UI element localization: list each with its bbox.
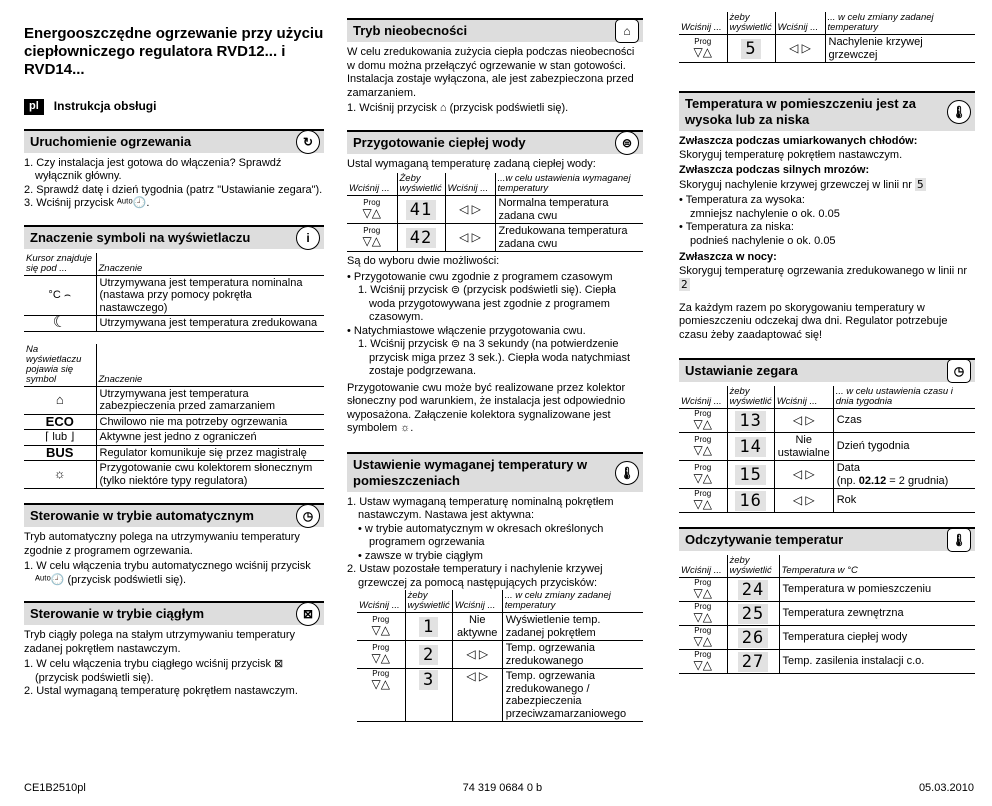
- lcd-display: 13: [735, 411, 765, 431]
- list-item: 1. W celu włączenia trybu ciągłego wciśnij przycisk ⊠ (przycisk podświetli się).: [24, 658, 284, 684]
- dhw-table: Wciśnij ... Żeby wyświetlić Wciśnij ... ...w celu ustawienia wymaganej temperatury Prog ▽△ 41 ◁ ▷ Normalna temperatura zadana cwu Prog ▽△ 42 ◁ ▷ Zredukowana temperatura zadana cwu: [347, 173, 643, 252]
- table-row: Prog ▽△ 2 ◁ ▷ Temp. ogrzewania zredukowanego: [357, 641, 643, 669]
- clock-table: Wciśnij ... żeby wyświetlić Wciśnij ... ... w celu ustawienia czasu i dnia tygodnia Prog ▽△ 13 ◁ ▷ Czas Prog ▽△ 14 Nie ustawialne Dzień tygodnia Prog ▽△ 15 ◁ ▷ Data (np. 02.12 = 2 grudnia) Prog ▽△ 16 ◁ ▷ Rok: [679, 386, 975, 513]
- table-row: Prog ▽△ 13 ◁ ▷ Czas: [679, 409, 975, 433]
- moon-icon: ☾: [24, 316, 96, 332]
- column-1: Energooszczędne ogrzewanie przy użyciu ciepłowniczego regulatora RVD12... i RVD14... pl Instrukcja obsługi Uruchomienie ogrzewania ↻ 1. Czy instalacja jest gotowa do włączenia? Sprawdź wyłącznik główny. 2. Sprawdź datę i dzień tygodnia (patrz "Ustawianie zegara"). 3. Wciśnij przycisk ᴬᵘᵗᵒ🕘. Znaczenie symboli na wyświetlaczu i Kursor znajduje się pod ... Znaczenie °C ⌢ Utrzymywana jest temperatura nominalna (nastawa przy pomocy pokrętła nastawczego) ☾ Utrzymywana jest temperatura zredukowana Na wyświetlaczu pojawia się symbol Znaczenie ⌂ Utrzymywana jest temperatura zabezpieczenia przed zamarzaniem ECO Chwilowo nie ma potrzeby ogrzewania ⌈ lub ⌋ Aktywne jest jedno z ograniczeń BUS Regulator komunikuje się przez magistralę ☼ Przygotowanie cwu kolektorem słonecznym (tylko niektóre typy regulatora) Sterowanie w trybie automatycznym ◷ Tryb automatyczny polega na utrzymywaniu temperatury zgodnie z programem ogrzewania. 1. W celu włączenia trybu automatycznego wciśnij przycisk ᴬᵘᵗᵒ🕘 (przycisk podświetli się). Sterowanie w trybie ciągłym ⊠ Tryb ciągły polega na stałym utrzymywaniu temperatury zadanej pokrętłem nastawczym. 1. W celu włączenia trybu ciągłego wciśnij przycisk ⊠ (przycisk podświetli się). 2. Ustal wymaganą temperaturę pokrętłem nastawczym.: [24, 25, 324, 697]
- clock-icon: ◷: [296, 504, 320, 528]
- lcd-display: 2: [419, 645, 438, 665]
- adjust-buttons-icon: ◁ ▷: [452, 641, 502, 669]
- list-item: 1. W celu włączenia trybu automatycznego wciśnij przycisk ᴬᵘᵗᵒ🕘 (przycisk podświetli się).: [24, 560, 311, 586]
- list-item: 2. Sprawdź datę i dzień tygodnia (patrz "Ustawianie zegara").: [24, 183, 323, 196]
- instructions-title: Instrukcja obsługi: [53, 99, 157, 113]
- tap-icon: ⊜: [615, 131, 639, 155]
- nav-buttons-icon: ▽△: [693, 443, 712, 457]
- table-row: Prog ▽△ 15 ◁ ▷ Data (np. 02.12 = 2 grudnia): [679, 461, 975, 489]
- nav-buttons-icon: ▽△: [371, 677, 390, 691]
- nav-buttons-icon: ▽△: [693, 471, 712, 485]
- eco-symbol: ECO: [24, 414, 96, 430]
- cursor-symbol: °C ⌢: [24, 275, 96, 316]
- nav-buttons-icon: ▽△: [693, 586, 712, 600]
- lcd-display: 16: [735, 491, 765, 511]
- lcd-inline: 2: [681, 278, 688, 291]
- table-row: Prog ▽△ 42 ◁ ▷ Zredukowana temperatura zadana cwu: [347, 224, 643, 252]
- hand-dial-icon: ↻: [296, 130, 320, 154]
- document-title: Energooszczędne ogrzewanie przy użyciu ciepłowniczego regulatora RVD12... i RVD14...: [24, 25, 324, 78]
- adjust-buttons-icon: ◁ ▷: [774, 489, 833, 513]
- language-row: [24, 99, 324, 115]
- room-temp-table: Wciśnij ... żeby wyświetlić Wciśnij ... ... w celu zmiany zadanej temperatury Prog ▽△ 1 Nie aktywne Wyświetlenie temp. zadanej pokrętłem Prog ▽△ 2 ◁ ▷ Temp. ogrzewania zredukowanego Prog ▽△ 3 ◁ ▷ Temp. ogrzewania zredukowanego / zabezpieczenia przeciwzamarzaniowego: [357, 590, 643, 722]
- table-row: °C ⌢ Utrzymywana jest temperatura nominalna (nastawa przy pomocy pokrętła nastawczego): [24, 275, 324, 316]
- table-row: ECO Chwilowo nie ma potrzeby ogrzewania: [24, 414, 324, 430]
- table-row: Prog ▽△ 24 Temperatura w pomieszczeniu: [679, 578, 975, 602]
- list-item: 2. Ustal wymaganą temperaturę pokrętłem nastawczym.: [24, 685, 298, 697]
- limit-symbol: ⌈ lub ⌋: [24, 430, 96, 446]
- table-row: Prog ▽△ 25 Temperatura zewnętrzna: [679, 602, 975, 626]
- list-item: 1. Wciśnij przycisk ⌂ (przycisk podświetli się).: [347, 102, 569, 114]
- lcd-display: 1: [419, 617, 438, 637]
- nav-buttons-icon: ▽△: [371, 623, 390, 637]
- lcd-display: 42: [406, 228, 436, 248]
- table-row: Prog ▽△ 26 Temperatura ciepłej wody: [679, 626, 975, 650]
- section-heading-absence: Tryb nieobecności ⌂: [347, 18, 643, 42]
- document-code: CE1B2510pl: [24, 782, 86, 794]
- lcd-display: 41: [406, 200, 436, 220]
- solar-icon: ☼: [24, 461, 96, 489]
- section-heading-symbols: Znaczenie symboli na wyświetlaczu i: [24, 225, 324, 249]
- nav-buttons-icon: ▽△: [362, 206, 381, 220]
- section-heading-temp-issue: Temperatura w pomieszczeniu jest za wysoka lub za niska 🌡: [679, 91, 975, 131]
- symbols-table-cursor: Kursor znajduje się pod ... Znaczenie °C ⌢ Utrzymywana jest temperatura nominalna (nastawa przy pomocy pokrętła nastawczego) ☾ Utrzymywana jest temperatura zredukowana: [24, 253, 324, 332]
- table-row: BUS Regulator komunikuje się przez magistralę: [24, 445, 324, 461]
- table-row: Prog ▽△ 1 Nie aktywne Wyświetlenie temp. zadanej pokrętłem: [357, 613, 643, 641]
- table-row: Prog ▽△ 3 ◁ ▷ Temp. ogrzewania zredukowanego / zabezpieczenia przeciwzamarzaniowego: [357, 669, 643, 722]
- start-steps: [24, 157, 324, 211]
- page-footer: [24, 782, 974, 794]
- section-heading-dhw: Przygotowanie ciepłej wody ⊜: [347, 130, 643, 154]
- table-row: Prog ▽△ 5 ◁ ▷ Nachylenie krzywej grzewczej: [679, 35, 975, 63]
- lcd-display: 3: [419, 670, 438, 690]
- continuous-mode-icon: ⊠: [296, 602, 320, 626]
- adjust-buttons-icon: ◁ ▷: [774, 409, 833, 433]
- thermometer-icon: 🌡: [947, 528, 971, 552]
- table-row: Prog ▽△ 27 Temp. zasilenia instalacji c.o.: [679, 650, 975, 674]
- adjust-buttons-icon: ◁ ▷: [445, 224, 495, 252]
- table-row: Prog ▽△ 14 Nie ustawialne Dzień tygodnia: [679, 433, 975, 461]
- section-heading-start: Uruchomienie ogrzewania ↻: [24, 129, 324, 153]
- symbols-table-display: Na wyświetlaczu pojawia się symbol Znaczenie ⌂ Utrzymywana jest temperatura zabezpieczenia przed zamarzaniem ECO Chwilowo nie ma potrzeby ogrzewania ⌈ lub ⌋ Aktywne jest jedno z ograniczeń BUS Regulator komunikuje się przez magistralę ☼ Przygotowanie cwu kolektorem słonecznym (tylko niektóre typy regulatora): [24, 344, 324, 490]
- adjust-buttons-icon: ◁ ▷: [452, 669, 502, 722]
- nav-buttons-icon: ▽△: [693, 417, 712, 431]
- bus-symbol: BUS: [24, 445, 96, 461]
- table-row: ⌂ Utrzymywana jest temperatura zabezpieczenia przed zamarzaniem: [24, 386, 324, 414]
- lcd-display: 14: [735, 437, 765, 457]
- lcd-display: 15: [735, 465, 765, 485]
- part-number: 74 319 0684 0 b: [462, 782, 543, 794]
- table-row: ⌈ lub ⌋ Aktywne jest jedno z ograniczeń: [24, 430, 324, 446]
- frost-protection-icon: ⌂: [24, 386, 96, 414]
- adjust-buttons-icon: ◁ ▷: [445, 196, 495, 224]
- read-temps-table: Wciśnij ... żeby wyświetlić Temperatura w °C Prog ▽△ 24 Temperatura w pomieszczeniu Prog ▽△ 25 Temperatura zewnętrzna Prog ▽△ 26 Temperatura ciepłej wody Prog ▽△ 27 Temp. zasilenia instalacji c.o.: [679, 555, 975, 674]
- nav-buttons-icon: ▽△: [362, 234, 381, 248]
- nav-buttons-icon: ▽△: [693, 497, 712, 511]
- list-item: 1. Czy instalacja jest gotowa do włączenia? Sprawdź wyłącznik główny.: [24, 156, 282, 182]
- lcd-display: 27: [738, 652, 768, 672]
- section-heading-clock: Ustawianie zegara ◷: [679, 358, 975, 382]
- lcd-display: 25: [738, 604, 768, 624]
- nav-buttons-icon: ▽△: [693, 634, 712, 648]
- lcd-display: 5: [741, 39, 760, 59]
- nav-buttons-icon: ▽△: [693, 610, 712, 624]
- table-row: Prog ▽△ 41 ◁ ▷ Normalna temperatura zadana cwu: [347, 196, 643, 224]
- lcd-inline: 5: [916, 177, 924, 191]
- section-heading-room-temp: Ustawienie wymaganej temperatury w pomieszczeniach 🌡: [347, 452, 643, 492]
- list-item: 3. Wciśnij przycisk ᴬᵘᵗᵒ🕘.: [24, 197, 150, 209]
- info-icon: i: [296, 226, 320, 250]
- house-icon: ⌂: [615, 19, 639, 43]
- lcd-display: 26: [738, 628, 768, 648]
- adjust-buttons-icon: ◁ ▷: [774, 461, 833, 489]
- section-heading-read-temps: Odczytywanie temperatur 🌡: [679, 527, 975, 551]
- nav-buttons-icon: ▽△: [693, 658, 712, 672]
- table-row: ☼ Przygotowanie cwu kolektorem słonecznym (tylko niektóre typy regulatora): [24, 461, 324, 489]
- section-heading-auto: Sterowanie w trybie automatycznym ◷: [24, 503, 324, 527]
- table-row: Prog ▽△ 16 ◁ ▷ Rok: [679, 489, 975, 513]
- nav-buttons-icon: ▽△: [371, 651, 390, 665]
- language-badge: pl: [24, 99, 44, 115]
- section-heading-continuous: Sterowanie w trybie ciągłym ⊠: [24, 601, 324, 625]
- lcd-display: 24: [738, 580, 768, 600]
- slope-table: Wciśnij ... żeby wyświetlić Wciśnij ... ... w celu zmiany zadanej temperatury Prog ▽△ 5 ◁ ▷ Nachylenie krzywej grzewczej: [679, 12, 975, 63]
- two-thermometers-icon: 🌡: [947, 100, 971, 124]
- column-2: Tryb nieobecności ⌂ W celu zredukowania zużycia ciepła podczas nieobecności w domu można przełączyć ogrzewanie w stan gotowości. Instalacja zostaje wyłączona, ale jest zabezpieczona przed zamarzaniem. 1. Wciśnij przycisk ⌂ (przycisk podświetli się). Przygotowanie ciepłej wody ⊜ Ustal wymaganą temperaturę zadaną ciepłej wody: Wciśnij ... Żeby wyświetlić Wciśnij ... ...w celu ustawienia wymaganej temperatury Prog ▽△ 41 ◁ ▷ Normalna temperatura zadana cwu Prog ▽△ 42 ◁ ▷ Zredukowana temperatura zadana cwu Są do wyboru dwie możliwości: • Przygotowanie cwu zgodnie z programem czasowym 1. Wciśnij przycisk ⊜ (przycisk podświetli się). Ciepła woda przygotowywana jest zgodnie z programem czasowym. • Natychmiastowe włączenie przygotowania cwu. 1. Wciśnij przycisk ⊜ na 3 sekundy (na potwierdzenie przycisk miga przez 3 sek.). Ciepła woda natychmiast zostaje podgrzewana. Przygotowanie cwu może być realizowane przez kolektor słoneczny pod warunkiem, że instalacja jest odpowiednio wyposażona. Załączenie kolektora sygnalizowane jest symbolem ☼. Ustawienie wymaganej temperatury w pomieszczeniach 🌡 1. Ustaw wymaganą temperaturę nominalną pokrętłem nastawczym. Nastawa jest aktywna: • w trybie automatycznym w okresach określonych programem ogrzewania • zawsze w trybie ciągłym 2. Ustaw pozostałe temperatury i nachylenie krzywej grzewczej za pomocą następujących przycisków: Wciśnij ... żeby wyświetlić Wciśnij ... ... w celu zmiany zadanej temperatury Prog ▽△ 1 Nie aktywne Wyświetlenie temp. zadanej pokrętłem Prog ▽△ 2 ◁ ▷ Temp. ogrzewania zredukowanego Prog ▽△ 3 ◁ ▷ Temp. ogrzewania zredukowanego / zabezpieczenia przeciwzamarzaniowego: [347, 18, 643, 722]
- adjust-buttons-icon: ◁ ▷: [775, 35, 825, 63]
- thermometer-icon: 🌡: [615, 461, 639, 485]
- clock-icon: ◷: [947, 359, 971, 383]
- nav-buttons-icon: ▽△: [693, 45, 712, 59]
- table-row: ☾ Utrzymywana jest temperatura zredukowana: [24, 316, 324, 332]
- column-3: Wciśnij ... żeby wyświetlić Wciśnij ... ... w celu zmiany zadanej temperatury Prog ▽△ 5 ◁ ▷ Nachylenie krzywej grzewczej Temperatura w pomieszczeniu jest za wysoka lub za niska 🌡 Zwłaszcza podczas umiarkowanych chłodów: Skoryguj temperaturę pokrętłem nastawczym. Zwłaszcza podczas silnych mrozów: Skoryguj nachylenie krzywej grzewczej w linii nr 5 • Temperatura za wysoka: zmniejsz nachylenie o ok. 0.05 • Temperatura za niska: podnieś nachylenie o ok. 0.05 Zwłaszcza w nocy: Skoryguj temperaturę ogrzewania zredukowanego w linii nr 2 Za każdym razem po skorygowaniu temperatury w pomieszczeniu odczekaj dwa dni. Regulator potrzebuje czasu żeby zaadaptować się! Ustawianie zegara ◷ Wciśnij ... żeby wyświetlić Wciśnij ... ... w celu ustawienia czasu i dnia tygodnia Prog ▽△ 13 ◁ ▷ Czas Prog ▽△ 14 Nie ustawialne Dzień tygodnia Prog ▽△ 15 ◁ ▷ Data (np. 02.12 = 2 grudnia) Prog ▽△ 16 ◁ ▷ Rok Odczytywanie temperatur 🌡 Wciśnij ... żeby wyświetlić Temperatura w °C Prog ▽△ 24 Temperatura w pomieszczeniu Prog ▽△ 25 Temperatura zewnętrzna Prog ▽△ 26 Temperatura ciepłej wody Prog ▽△ 27 Temp. zasilenia instalacji c.o.: [679, 18, 975, 674]
- document-date: 05.03.2010: [918, 782, 974, 794]
